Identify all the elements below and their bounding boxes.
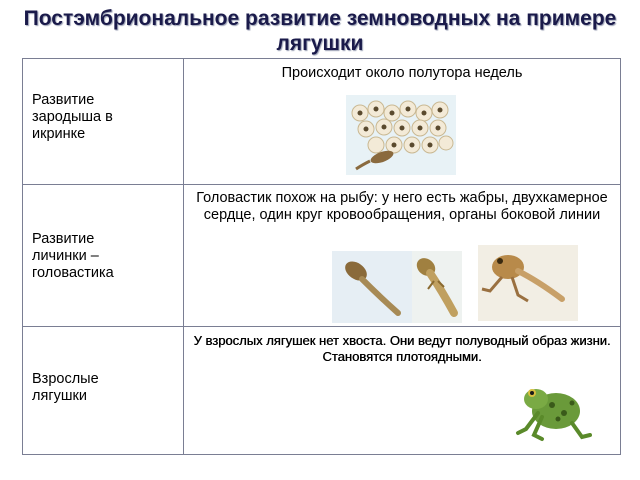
description-cell	[184, 185, 621, 327]
stage-label-adult: Взрослые лягушки	[32, 371, 99, 404]
description-adult: У взрослых лягушек нет хвоста. Они ведут полуводный образ жизни. Становятся плотоядными.	[193, 333, 611, 364]
table-row-embryo	[23, 59, 621, 185]
description-tadpole: Головастик похож на рыбу: у него есть жабры, двухкамерное сердце, один круг кровообращения, органы боковой линии	[196, 190, 608, 223]
stage-cell	[23, 59, 184, 185]
stage-cell	[23, 327, 184, 455]
page-title: Постэмбриональное развитие земноводных на примере лягушки	[23, 7, 617, 55]
description-cell	[184, 327, 621, 455]
froglet-icon	[478, 245, 578, 321]
tadpole-legs-icon	[412, 251, 462, 323]
frog-eggs-icon	[346, 95, 456, 175]
adult-frog-icon	[512, 373, 592, 445]
table-row-tadpole	[23, 185, 621, 327]
stage-cell	[23, 185, 184, 327]
stage-label-embryo: Развитие зародыша в икринке	[32, 92, 113, 142]
tadpole-early-icon	[332, 251, 412, 323]
description-cell	[184, 59, 621, 185]
stage-label-tadpole: Развитие личинки – головастика	[32, 231, 114, 281]
stages-table	[22, 58, 621, 455]
table-row-adult	[23, 327, 621, 455]
description-embryo: Происходит около полутора недель	[281, 65, 523, 81]
